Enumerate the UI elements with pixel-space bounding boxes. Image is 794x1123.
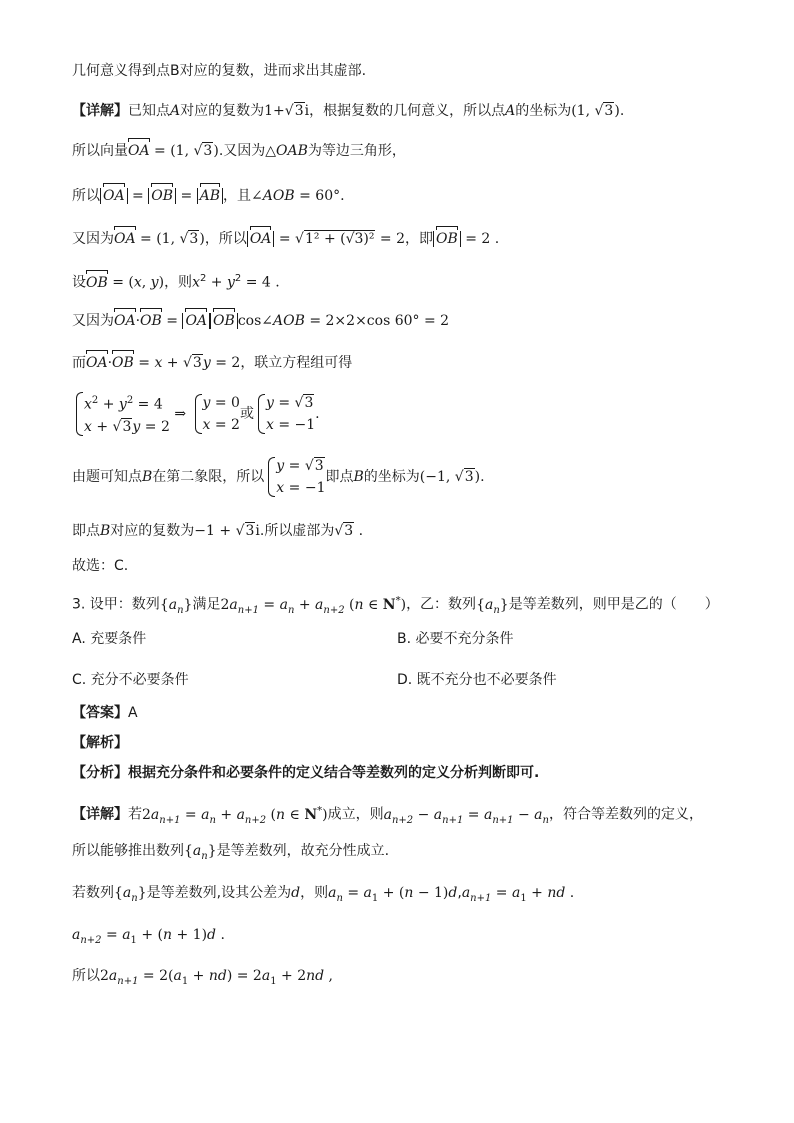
text-line-10: 由题可知点B在第二象限，所以 y = √3 x = −1 即点B的坐标为(−1, √3). (72, 455, 485, 499)
text-line-7: 又因为OA·OB = OA OB cos∠AOB = 2×2×cos 60° = 2 (72, 310, 449, 332)
text-line-2: 【详解】已知点A对应的复数为1+√3i，根据复数的几何意义，所以点A的坐标为(1, √3). (72, 103, 625, 119)
text-line-1: 几何意义得到点B对应的复数，进而求出其虚部. (72, 63, 367, 79)
text-line-4: 所以 OA = OB = AB ，且∠AOB = 60°. (72, 185, 345, 207)
analysis-line: 【分析】根据充分条件和必要条件的定义结合等差数列的定义分析判断即可. (72, 765, 540, 781)
question-3: 3. 设甲：数列$\{a_n\}$满足$2a_{n+1} = a_n + a_{n+2}$ (n ∈ N*)，乙：数列$\{a_n\}$是等差数列，则甲是乙的（ ） (72, 595, 719, 616)
text-line-3: 所以向量OA = (1, √3).又因为△OAB为等边三角形， (72, 140, 406, 162)
detail-line-4: 若数列$\{a_n\}$是等差数列,设其公差为d，则$a_n = a_1 + (n - 1)d,a_{n+1} = a_1$ + nd . (72, 885, 575, 904)
text-line-6: 设OB = (x, y)，则$x^2 + y^2 = 4$ . (72, 268, 280, 294)
answer-line: 【答案】A (72, 705, 138, 721)
option-d: D. 既不充分也不必要条件 (397, 672, 557, 688)
text-line-5: 又因为OA = (1, √3)，所以 OA = √1² + (√3)² = 2，即 OB = 2 . (72, 228, 499, 250)
text-line-8: 而OA·OB = x + √3y = 2，联立方程组可得 (72, 352, 352, 374)
detail-line-2: 【详解】若$2a_{n+1} = a_n + a_{n+2}$ (n ∈ N*)成立，则$a_{n+2} - a_{n+1} = a_{n+1} - a_n$，符合等差数列的定义， (72, 805, 703, 826)
detail-line-5: $a_{n+2} = a_1 + (n + 1)d$ . (72, 927, 225, 946)
detail-line-3: 所以能够推出数列$\{a_n\}$是等差数列，故充分性成立. (72, 843, 390, 862)
option-b: B. 必要不充分条件 (397, 631, 514, 647)
option-c: C. 充分不必要条件 (72, 672, 189, 688)
option-a: A. 充要条件 (72, 631, 147, 647)
analysis-heading: 【解析】 (72, 735, 128, 751)
equation-system: $x^2 + y^2 = 4$ x + √3y = 2 ⇒ y = 0 x = 2 或 y = √3 x = −1 . (72, 390, 320, 438)
answer-choice-line: 故选：C. (72, 558, 129, 574)
detail-line-6: 所以$2a_{n+1} = 2(a_1 + nd) = 2a_1 + 2nd$ , (72, 968, 333, 987)
text-line-11: 即点B对应的复数为−1 + √3i.所以虚部为√3 . (72, 523, 364, 539)
